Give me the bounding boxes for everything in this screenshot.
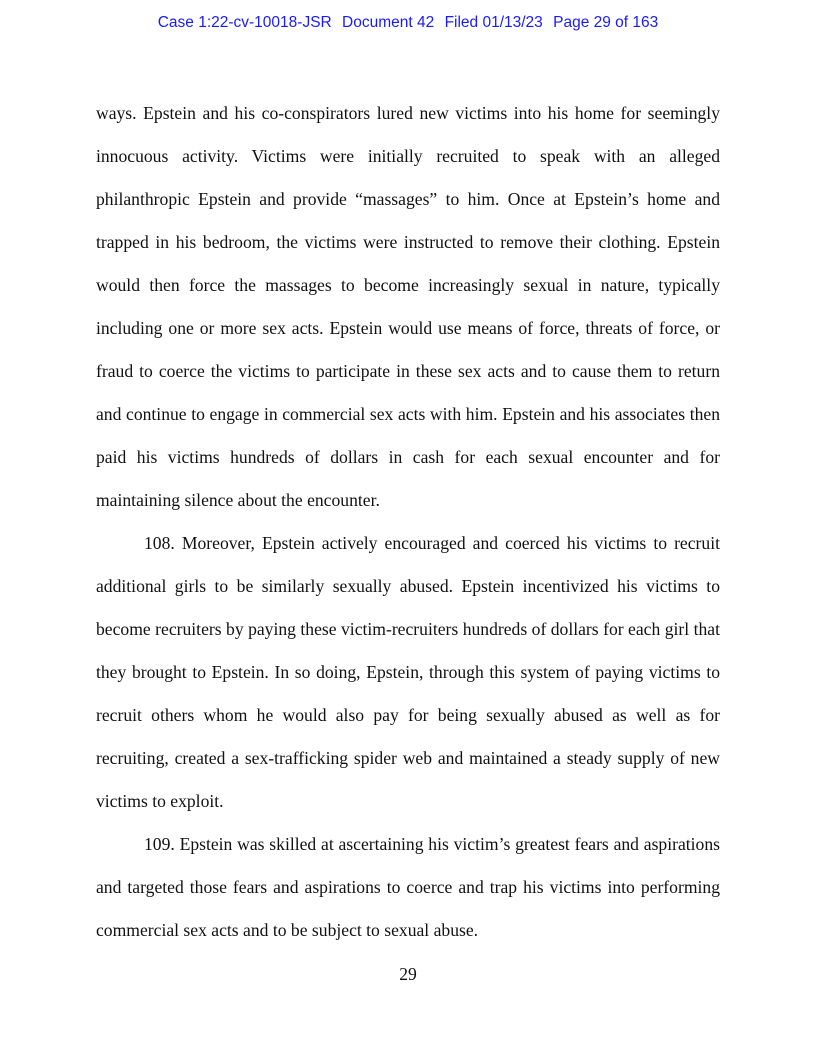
page-number: 29: [399, 964, 417, 984]
paragraph-continuation: ways. Epstein and his co-conspirators lured new victims into his home for seemingly innocuous activity. Victims were initially recruited to speak with an alleged philanthropic Epstein and provide “massages” to him. Once at Epstein’s home and trapped in his bedroom, the victims were instructed to remove their clothing. Epstein would then force the massages to become increasingly sexual in nature, typically including one or more sex acts. Epstein would use means of force, threats of force, or fraud to coerce the victims to participate in these sex acts and to cause them to return and continue to engage in commercial sex acts with him. Epstein and his associates then paid his victims hundreds of dollars in cash for each sexual encounter and for maintaining silence about the encounter.: [96, 103, 720, 510]
document-body: [96, 92, 720, 952]
case-number: Case 1:22-cv-10018-JSR: [157, 14, 332, 31]
paragraph-109: 109. Epstein was skilled at ascertaining his victim’s greatest fears and aspirations and targeted those fears and aspirations to coerce and trap his victims into performing commercial sex acts and to be subject to sexual abuse.: [96, 834, 720, 940]
document-number: Document 42: [342, 14, 435, 31]
document-header: [0, 14, 816, 32]
filed-date: Filed 01/13/23: [444, 14, 543, 31]
paragraph-108: 108. Moreover, Epstein actively encouraged and coerced his victims to recruit additional girls to be similarly sexually abused. Epstein incentivized his victims to become recruiters by paying these victim-recruiters hundreds of dollars for each girl that they brought to Epstein. In so doing, Epstein, through this system of paying victims to recruit others whom he would also pay for being sexually abused as well as for recruiting, created a sex-trafficking spider web and maintained a steady supply of new victims to exploit.: [96, 533, 720, 811]
page-indicator: Page 29 of 163: [553, 14, 659, 31]
